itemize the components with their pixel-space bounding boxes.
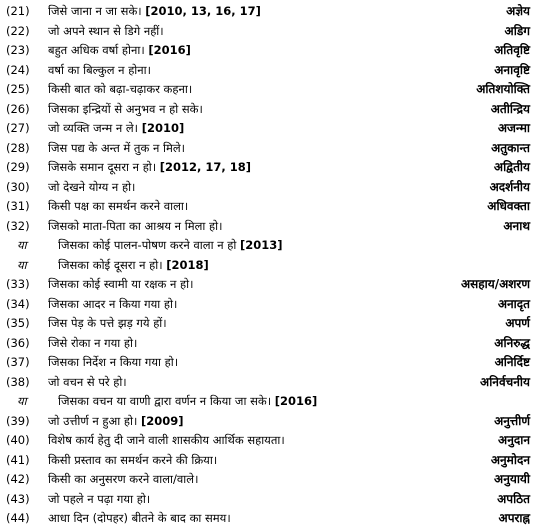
one-word-answer: अनिर्दिष्ट (494, 355, 530, 369)
definition-text: जिसे जाना न जा सके। (48, 4, 142, 18)
entry-row (0, 275, 536, 295)
entry-definition (58, 392, 317, 412)
entry-definition (48, 217, 222, 237)
definition-text: जिसका कोई दूसरा न हो। (58, 257, 163, 272)
definition-text: वर्षा का बिल्कुल न होना। (48, 62, 151, 77)
entry-number: (39) (6, 413, 30, 428)
exam-year-reference: [2016] (148, 43, 191, 57)
entry-row (0, 295, 536, 315)
one-word-answer: अतिशयोक्ति (476, 82, 530, 96)
one-word-answer: अनुमोदन (490, 452, 530, 467)
entry-number: (33) (6, 277, 30, 291)
one-word-answer: अनिर्वचनीय (480, 374, 530, 389)
definition-text: जिसका कोई पालन-पोषण करने वाला न हो (58, 238, 237, 252)
one-word-answer: अनुत्तीर्ण (494, 413, 530, 428)
definition-text: जिसे रोका न गया हो। (48, 335, 138, 350)
one-word-answer: अधिवक्ता (487, 199, 530, 213)
entry-row (0, 490, 536, 510)
one-word-answer: असहाय/अशरण (460, 277, 530, 291)
entry-definition (48, 2, 261, 22)
entry-definition (48, 431, 285, 451)
entry-number: (25) (6, 82, 30, 96)
one-word-answer: अतुकान्त (491, 140, 530, 155)
definition-text: विशेष कार्य हेतु दी जाने वाली शासकीय आर्थिक सहायता। (48, 433, 285, 447)
definition-text: जो देखने योग्य न हो। (48, 179, 136, 194)
definition-text: जिस पद्य के अन्त में तुक न मिले। (48, 140, 186, 155)
entry-row (0, 509, 536, 529)
one-word-answer: अनाथ (503, 218, 530, 233)
definition-text: बहुत अधिक वर्षा होना। (48, 43, 145, 57)
entry-row (0, 451, 536, 471)
entry-row (0, 353, 536, 373)
entry-definition (48, 41, 191, 61)
one-word-answer: अनुयायी (494, 472, 530, 486)
entry-number: (26) (6, 101, 30, 116)
entry-number: (31) (6, 199, 30, 213)
entry-row (0, 197, 536, 217)
definition-text: जिसको माता-पिता का आश्रय न मिला हो। (48, 218, 223, 233)
entry-number: (41) (6, 452, 30, 467)
one-word-answer: अजन्मा (497, 121, 530, 135)
definition-text: किसी का अनुसरण करने वाला/वाले। (48, 472, 199, 486)
alternate-entry-row (0, 236, 536, 256)
alternate-entry-row (0, 256, 536, 276)
definition-text: आधा दिन (दोपहर) बीतने के बाद का समय। (48, 511, 231, 525)
one-word-answer: अडिग (504, 23, 530, 38)
entry-row (0, 373, 536, 393)
one-word-answer: अतीन्द्रिय (490, 101, 530, 116)
entry-definition (58, 236, 283, 256)
entry-number: (27) (6, 121, 30, 135)
entry-number: (36) (6, 335, 30, 350)
one-word-answer: अज्ञेय (506, 4, 530, 18)
entry-number: (32) (6, 218, 30, 233)
definition-text: जो व्यक्ति जन्म न ले। (48, 121, 139, 135)
definition-text: जो अपने स्थान से डिगे नहीं। (48, 23, 164, 38)
entry-definition (48, 490, 150, 510)
exam-year-reference: [2010, 13, 16, 17] (145, 4, 261, 18)
entry-definition (48, 139, 185, 159)
entry-row (0, 100, 536, 120)
one-word-answer: अतिवृष्टि (494, 43, 530, 57)
exam-year-reference: [2010] (141, 121, 185, 135)
entry-number: (24) (6, 62, 30, 77)
definition-text: किसी प्रस्ताव का समर्थन करने की क्रिया। (48, 452, 218, 467)
entry-number: (30) (6, 179, 30, 194)
entry-definition (48, 100, 203, 120)
entry-definition (48, 119, 184, 139)
one-word-answer: अनिरुद्ध (494, 335, 530, 350)
entry-definition (48, 295, 177, 315)
entry-number: (21) (6, 4, 30, 18)
entry-definition (48, 373, 127, 393)
entry-number: या (17, 394, 27, 408)
alternate-entry-row (0, 392, 536, 412)
entry-row (0, 119, 536, 139)
definition-text: जिसका इन्द्रियों से अनुभव न हो सके। (48, 101, 203, 116)
definition-text: किसी पक्ष का समर्थन करने वाला। (48, 199, 189, 213)
entry-number: (38) (6, 374, 30, 389)
entry-definition (48, 412, 184, 432)
entry-number: (23) (6, 43, 30, 57)
entry-definition (58, 256, 209, 276)
entry-definition (48, 353, 178, 373)
definition-text: जिसका आदर न किया गया हो। (48, 296, 178, 311)
one-word-answer: अनावृष्टि (494, 62, 530, 77)
entry-number: (34) (6, 296, 30, 311)
definition-text: जो उत्तीर्ण न हुआ हो। (48, 413, 138, 428)
entry-definition (48, 451, 217, 471)
exam-year-reference: [2009] (141, 413, 184, 428)
entry-number: या (17, 238, 27, 252)
definition-text: जिस पेड़ के पत्ते झड़ गये हों। (48, 316, 167, 330)
entry-definition (48, 61, 151, 81)
entry-row (0, 412, 536, 432)
entry-number: (35) (6, 316, 30, 330)
entry-row (0, 334, 536, 354)
entry-definition (48, 178, 135, 198)
one-word-answer: अपर्ण (505, 316, 530, 330)
entry-row (0, 80, 536, 100)
entry-number: या (17, 257, 27, 272)
entry-definition (48, 80, 192, 100)
entry-row (0, 2, 536, 22)
definition-text: जिसका कोई स्वामी या रक्षक न हो। (48, 277, 194, 291)
entry-number: (28) (6, 140, 30, 155)
entry-definition (48, 470, 198, 490)
entry-row (0, 61, 536, 81)
one-word-answer: अनादृत (497, 296, 530, 311)
entry-definition (48, 275, 193, 295)
entry-number: (40) (6, 433, 30, 447)
definition-text: जिसका वचन या वाणी द्वारा वर्णन न किया जा सके। (58, 394, 272, 408)
entry-definition (48, 314, 167, 334)
entry-definition (48, 158, 251, 178)
entry-definition (48, 197, 188, 217)
entry-number: (42) (6, 472, 30, 486)
exam-year-reference: [2018] (166, 257, 209, 272)
definition-text: जिसके समान दूसरा न हो। (48, 160, 157, 174)
one-word-answer: अदर्शनीय (489, 179, 530, 194)
entry-row (0, 314, 536, 334)
entry-definition (48, 22, 164, 42)
entry-row (0, 217, 536, 237)
entry-number: (22) (6, 23, 30, 38)
entry-row (0, 178, 536, 198)
definition-text: जो वचन से परे हो। (48, 374, 127, 389)
entry-row (0, 158, 536, 178)
entry-definition (48, 509, 231, 529)
entry-row (0, 470, 536, 490)
entry-number: (29) (6, 160, 30, 174)
exam-year-reference: [2013] (240, 238, 283, 252)
exam-year-reference: [2012, 17, 18] (159, 160, 252, 174)
entry-row (0, 139, 536, 159)
entry-number: (37) (6, 355, 30, 369)
entry-definition (48, 334, 137, 354)
one-word-answer: अपराह्न (498, 511, 530, 525)
entry-row (0, 22, 536, 42)
entry-number: (44) (6, 511, 30, 525)
definition-text: जिसका निर्देश न किया गया हो। (48, 355, 179, 369)
entry-number: (43) (6, 491, 30, 506)
entry-row (0, 431, 536, 451)
one-word-answer: अपठित (497, 491, 530, 506)
one-word-answer: अनुदान (498, 433, 530, 447)
exam-year-reference: [2016] (274, 394, 318, 408)
one-word-answer: अद्वितीय (493, 160, 530, 174)
entry-row (0, 41, 536, 61)
definition-text: किसी बात को बढ़ा-चढ़ाकर कहना। (48, 82, 193, 96)
definition-text: जो पहले न पढ़ा गया हो। (48, 491, 151, 506)
